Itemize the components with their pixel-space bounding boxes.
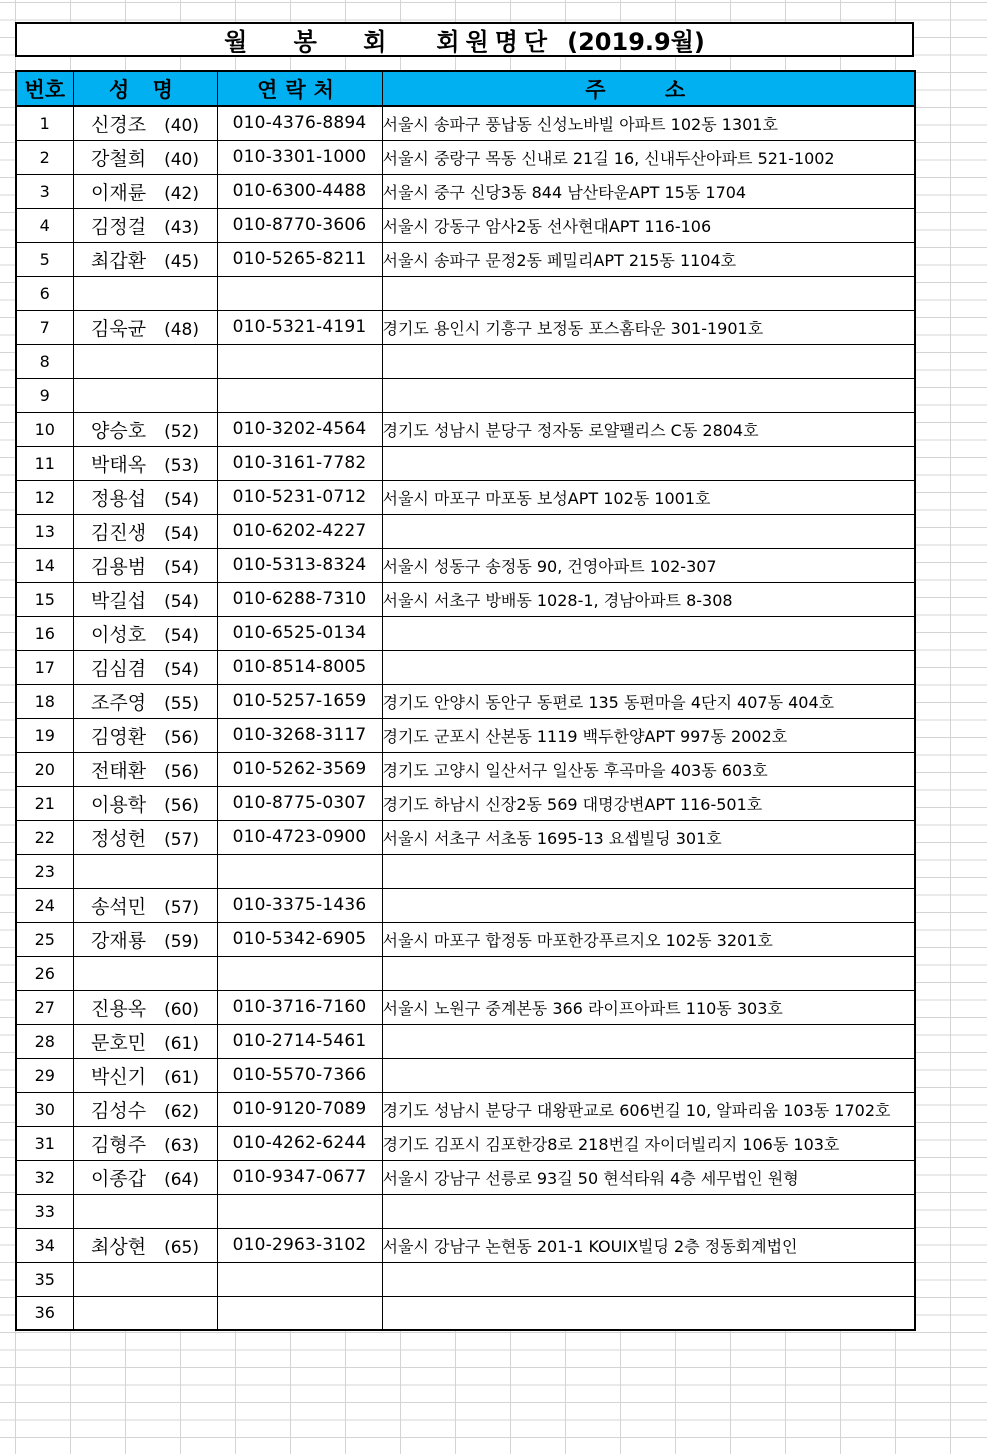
cell-no[interactable]: 17 bbox=[16, 650, 73, 684]
table-row bbox=[16, 106, 915, 140]
member-age: (43) bbox=[164, 217, 199, 238]
cell-address[interactable] bbox=[382, 956, 915, 990]
member-age: (54) bbox=[164, 625, 199, 646]
cell-name[interactable] bbox=[73, 582, 217, 616]
header-row bbox=[16, 71, 915, 106]
member-age: (45) bbox=[164, 251, 199, 272]
member-name: 최갑환 bbox=[91, 249, 147, 272]
cell-no[interactable]: 21 bbox=[16, 786, 73, 820]
member-age: (61) bbox=[164, 1033, 199, 1054]
table-row bbox=[16, 956, 915, 990]
cell-name[interactable] bbox=[73, 480, 217, 514]
member-name: 전태환 bbox=[91, 759, 147, 782]
cell-address[interactable]: 서울시 강남구 선릉로 93길 50 현석타워 4층 세무법인 원형 bbox=[382, 1160, 915, 1194]
cell-address[interactable]: 서울시 중구 신당3동 844 남산타운APT 15동 1704 bbox=[382, 174, 915, 208]
table-row bbox=[16, 1262, 915, 1296]
table-row bbox=[16, 854, 915, 888]
cell-phone[interactable]: 010-5265-8211 bbox=[217, 242, 382, 276]
member-table bbox=[15, 70, 916, 1331]
member-age: (54) bbox=[164, 489, 199, 510]
cell-address[interactable]: 서울시 강남구 논현동 201-1 KOUIX빌딩 2층 정동회계법인 bbox=[382, 1228, 915, 1262]
cell-address[interactable]: 서울시 마포구 합정동 마포한강푸르지오 102동 3201호 bbox=[382, 922, 915, 956]
cell-phone[interactable]: 010-6525-0134 bbox=[217, 616, 382, 650]
cell-address[interactable] bbox=[382, 514, 915, 548]
table-row bbox=[16, 820, 915, 854]
table-row bbox=[16, 922, 915, 956]
cell-address[interactable]: 서울시 송파구 풍납동 신성노바빌 아파트 102동 1301호 bbox=[382, 106, 915, 140]
cell-phone[interactable] bbox=[217, 378, 382, 412]
table-row bbox=[16, 888, 915, 922]
table-row bbox=[16, 1058, 915, 1092]
cell-phone[interactable]: 010-5257-1659 bbox=[217, 684, 382, 718]
member-name: 김용범 bbox=[91, 555, 147, 578]
cell-name[interactable] bbox=[73, 412, 217, 446]
member-age: (54) bbox=[164, 659, 199, 680]
cell-phone[interactable]: 010-3268-3117 bbox=[217, 718, 382, 752]
cell-name[interactable] bbox=[73, 208, 217, 242]
cell-no[interactable]: 15 bbox=[16, 582, 73, 616]
cell-phone[interactable]: 010-6300-4488 bbox=[217, 174, 382, 208]
cell-name[interactable] bbox=[73, 888, 217, 922]
title-cell[interactable] bbox=[15, 22, 914, 57]
cell-phone[interactable] bbox=[217, 1262, 382, 1296]
cell-address[interactable]: 경기도 성남시 분당구 대왕판교로 606번길 10, 알파리움 103동 1702호 bbox=[382, 1092, 915, 1126]
member-name: 이성호 bbox=[91, 623, 147, 646]
cell-address[interactable] bbox=[382, 650, 915, 684]
cell-address[interactable]: 서울시 마포구 마포동 보성APT 102동 1001호 bbox=[382, 480, 915, 514]
cell-name[interactable] bbox=[73, 106, 217, 140]
table-row bbox=[16, 718, 915, 752]
cell-phone[interactable]: 010-2963-3102 bbox=[217, 1228, 382, 1262]
cell-name[interactable] bbox=[73, 140, 217, 174]
cell-name[interactable] bbox=[73, 956, 217, 990]
cell-address[interactable]: 서울시 송파구 문정2동 페밀리APT 215동 1104호 bbox=[382, 242, 915, 276]
member-name: 박신기 bbox=[91, 1065, 147, 1088]
cell-no[interactable]: 32 bbox=[16, 1160, 73, 1194]
cell-phone[interactable]: 010-4262-6244 bbox=[217, 1126, 382, 1160]
cell-phone[interactable]: 010-8514-8005 bbox=[217, 650, 382, 684]
cell-name[interactable] bbox=[73, 990, 217, 1024]
cell-phone[interactable]: 010-6202-4227 bbox=[217, 514, 382, 548]
cell-name[interactable] bbox=[73, 378, 217, 412]
member-name: 이용학 bbox=[91, 793, 147, 816]
table-row bbox=[16, 1160, 915, 1194]
cell-name[interactable] bbox=[73, 684, 217, 718]
table-row bbox=[16, 786, 915, 820]
cell-address[interactable] bbox=[382, 888, 915, 922]
cell-address[interactable]: 서울시 서초구 서초동 1695-13 요셉빌딩 301호 bbox=[382, 820, 915, 854]
member-name: 진용옥 bbox=[91, 997, 147, 1020]
cell-no[interactable]: 28 bbox=[16, 1024, 73, 1058]
cell-address[interactable] bbox=[382, 616, 915, 650]
member-name: 김형주 bbox=[91, 1133, 147, 1156]
cell-phone[interactable]: 010-3202-4564 bbox=[217, 412, 382, 446]
member-name: 박태옥 bbox=[91, 453, 147, 476]
cell-name[interactable] bbox=[73, 854, 217, 888]
cell-name[interactable] bbox=[73, 820, 217, 854]
member-age: (54) bbox=[164, 523, 199, 544]
member-name: 정성헌 bbox=[91, 827, 147, 850]
member-name: 신경조 bbox=[91, 113, 147, 136]
member-age: (40) bbox=[164, 149, 199, 170]
cell-address[interactable]: 서울시 서초구 방배동 1028-1, 경남아파트 8-308 bbox=[382, 582, 915, 616]
cell-name[interactable] bbox=[73, 548, 217, 582]
cell-name[interactable] bbox=[73, 174, 217, 208]
member-age: (55) bbox=[164, 693, 199, 714]
cell-phone[interactable]: 010-3716-7160 bbox=[217, 990, 382, 1024]
cell-phone[interactable]: 010-5313-8324 bbox=[217, 548, 382, 582]
cell-address[interactable]: 서울시 성동구 송정동 90, 건영아파트 102-307 bbox=[382, 548, 915, 582]
cell-address[interactable]: 서울시 중랑구 목동 신내로 21길 16, 신내두산아파트 521-1002 bbox=[382, 140, 915, 174]
cell-phone[interactable]: 010-5342-6905 bbox=[217, 922, 382, 956]
spacer-row bbox=[15, 57, 914, 70]
member-age: (53) bbox=[164, 455, 199, 476]
cell-phone[interactable]: 010-5262-3569 bbox=[217, 752, 382, 786]
table-row bbox=[16, 1126, 915, 1160]
member-name: 정용섭 bbox=[91, 487, 147, 510]
cell-phone[interactable]: 010-3161-7782 bbox=[217, 446, 382, 480]
cell-name[interactable] bbox=[73, 1092, 217, 1126]
member-name: 김욱균 bbox=[91, 317, 147, 340]
cell-name[interactable] bbox=[73, 1024, 217, 1058]
cell-name[interactable] bbox=[73, 752, 217, 786]
member-age: (57) bbox=[164, 829, 199, 850]
cell-name[interactable] bbox=[73, 1194, 217, 1228]
cell-phone[interactable]: 010-3301-1000 bbox=[217, 140, 382, 174]
cell-no[interactable]: 9 bbox=[16, 378, 73, 412]
table-row bbox=[16, 1228, 915, 1262]
table-row bbox=[16, 310, 915, 344]
cell-no[interactable]: 16 bbox=[16, 616, 73, 650]
cell-no[interactable]: 10 bbox=[16, 412, 73, 446]
member-age: (48) bbox=[164, 319, 199, 340]
cell-no[interactable]: 26 bbox=[16, 956, 73, 990]
member-age: (57) bbox=[164, 897, 199, 918]
member-age: (42) bbox=[164, 183, 199, 204]
member-age: (60) bbox=[164, 999, 199, 1020]
cell-name[interactable] bbox=[73, 1058, 217, 1092]
cell-no[interactable]: 33 bbox=[16, 1194, 73, 1228]
member-age: (64) bbox=[164, 1169, 199, 1190]
cell-address[interactable]: 경기도 김포시 김포한강8로 218번길 자이더빌리지 106동 103호 bbox=[382, 1126, 915, 1160]
member-age: (52) bbox=[164, 421, 199, 442]
cell-address[interactable]: 서울시 노원구 중계본동 366 라이프아파트 110동 303호 bbox=[382, 990, 915, 1024]
cell-name[interactable] bbox=[73, 1228, 217, 1262]
member-age: (56) bbox=[164, 727, 199, 748]
table-row bbox=[16, 208, 915, 242]
cell-name[interactable] bbox=[73, 276, 217, 310]
cell-name[interactable] bbox=[73, 922, 217, 956]
cell-phone[interactable]: 010-8775-0307 bbox=[217, 786, 382, 820]
member-name: 이종갑 bbox=[91, 1167, 147, 1190]
cell-no[interactable]: 3 bbox=[16, 174, 73, 208]
cell-phone[interactable] bbox=[217, 956, 382, 990]
cell-address[interactable] bbox=[382, 1296, 915, 1330]
table-row bbox=[16, 548, 915, 582]
member-name: 박길섭 bbox=[91, 589, 147, 612]
cell-no[interactable]: 35 bbox=[16, 1262, 73, 1296]
cell-address[interactable] bbox=[382, 1262, 915, 1296]
cell-no[interactable]: 27 bbox=[16, 990, 73, 1024]
header-name[interactable]: 성 명 bbox=[73, 71, 217, 106]
cell-address[interactable] bbox=[382, 378, 915, 412]
cell-name[interactable] bbox=[73, 1126, 217, 1160]
cell-no[interactable]: 31 bbox=[16, 1126, 73, 1160]
cell-no[interactable]: 1 bbox=[16, 106, 73, 140]
cell-phone[interactable]: 010-9120-7089 bbox=[217, 1092, 382, 1126]
cell-no[interactable]: 30 bbox=[16, 1092, 73, 1126]
cell-phone[interactable]: 010-6288-7310 bbox=[217, 582, 382, 616]
spreadsheet-sheet bbox=[15, 22, 914, 1331]
cell-no[interactable]: 11 bbox=[16, 446, 73, 480]
member-name: 김정걸 bbox=[91, 215, 147, 238]
cell-no[interactable]: 25 bbox=[16, 922, 73, 956]
cell-name[interactable] bbox=[73, 514, 217, 548]
cell-name[interactable] bbox=[73, 310, 217, 344]
member-name: 송석민 bbox=[91, 895, 147, 918]
cell-name[interactable] bbox=[73, 242, 217, 276]
table-row bbox=[16, 582, 915, 616]
cell-name[interactable] bbox=[73, 650, 217, 684]
cell-phone[interactable]: 010-2714-5461 bbox=[217, 1024, 382, 1058]
cell-address[interactable] bbox=[382, 1194, 915, 1228]
cell-phone[interactable]: 010-9347-0677 bbox=[217, 1160, 382, 1194]
cell-no[interactable]: 6 bbox=[16, 276, 73, 310]
cell-no[interactable]: 36 bbox=[16, 1296, 73, 1330]
cell-phone[interactable] bbox=[217, 1296, 382, 1330]
cell-no[interactable]: 13 bbox=[16, 514, 73, 548]
cell-address[interactable]: 경기도 군포시 산본동 1119 백두한양APT 997동 2002호 bbox=[382, 718, 915, 752]
cell-no[interactable]: 20 bbox=[16, 752, 73, 786]
cell-phone[interactable]: 010-4376-8894 bbox=[217, 106, 382, 140]
cell-name[interactable] bbox=[73, 786, 217, 820]
cell-address[interactable] bbox=[382, 1024, 915, 1058]
cell-address[interactable]: 서울시 강동구 암사2동 선사현대APT 116-106 bbox=[382, 208, 915, 242]
member-name: 강재룡 bbox=[91, 929, 147, 952]
table-row bbox=[16, 378, 915, 412]
table-row bbox=[16, 1024, 915, 1058]
table-row bbox=[16, 412, 915, 446]
table-row bbox=[16, 990, 915, 1024]
member-age: (56) bbox=[164, 761, 199, 782]
cell-no[interactable]: 8 bbox=[16, 344, 73, 378]
cell-phone[interactable]: 010-4723-0900 bbox=[217, 820, 382, 854]
member-name: 최상현 bbox=[91, 1235, 147, 1258]
member-age: (54) bbox=[164, 591, 199, 612]
cell-address[interactable] bbox=[382, 1058, 915, 1092]
member-name: 이재륜 bbox=[91, 181, 147, 204]
title-main: 월 봉 회 bbox=[224, 28, 397, 56]
table-row bbox=[16, 242, 915, 276]
header-address[interactable]: 주 소 bbox=[382, 71, 915, 106]
cell-address[interactable] bbox=[382, 344, 915, 378]
cell-no[interactable]: 22 bbox=[16, 820, 73, 854]
cell-phone[interactable] bbox=[217, 276, 382, 310]
table-row bbox=[16, 684, 915, 718]
cell-no[interactable]: 7 bbox=[16, 310, 73, 344]
cell-address[interactable] bbox=[382, 276, 915, 310]
member-name: 김심겸 bbox=[91, 657, 147, 680]
cell-no[interactable]: 18 bbox=[16, 684, 73, 718]
cell-no[interactable]: 29 bbox=[16, 1058, 73, 1092]
cell-phone[interactable] bbox=[217, 344, 382, 378]
table-row bbox=[16, 480, 915, 514]
table-row bbox=[16, 174, 915, 208]
table-row bbox=[16, 1296, 915, 1330]
cell-phone[interactable]: 010-8770-3606 bbox=[217, 208, 382, 242]
cell-no[interactable]: 19 bbox=[16, 718, 73, 752]
cell-phone[interactable] bbox=[217, 854, 382, 888]
header-no[interactable]: 번호 bbox=[16, 71, 73, 106]
table-row bbox=[16, 1092, 915, 1126]
member-name: 문호민 bbox=[91, 1031, 147, 1054]
cell-address[interactable]: 경기도 용인시 기흥구 보정동 포스홈타운 301-1901호 bbox=[382, 310, 915, 344]
cell-name[interactable] bbox=[73, 344, 217, 378]
cell-address[interactable] bbox=[382, 854, 915, 888]
cell-name[interactable] bbox=[73, 718, 217, 752]
member-age: (40) bbox=[164, 115, 199, 136]
title-date: (2019.9월) bbox=[567, 28, 705, 56]
member-age: (62) bbox=[164, 1101, 199, 1122]
header-phone[interactable]: 연락처 bbox=[217, 71, 382, 106]
cell-address[interactable]: 경기도 안양시 동안구 동편로 135 동편마을 4단지 407동 404호 bbox=[382, 684, 915, 718]
table-row bbox=[16, 616, 915, 650]
cell-name[interactable] bbox=[73, 616, 217, 650]
cell-name[interactable] bbox=[73, 1296, 217, 1330]
cell-name[interactable] bbox=[73, 1262, 217, 1296]
member-age: (65) bbox=[164, 1237, 199, 1258]
cell-no[interactable]: 23 bbox=[16, 854, 73, 888]
cell-no[interactable]: 12 bbox=[16, 480, 73, 514]
cell-phone[interactable] bbox=[217, 1194, 382, 1228]
cell-no[interactable]: 4 bbox=[16, 208, 73, 242]
member-age: (56) bbox=[164, 795, 199, 816]
member-name: 강철희 bbox=[91, 147, 147, 170]
member-age: (63) bbox=[164, 1135, 199, 1156]
title-sub: 회원명단 bbox=[436, 28, 554, 56]
table-row bbox=[16, 514, 915, 548]
cell-no[interactable]: 34 bbox=[16, 1228, 73, 1262]
member-name: 김성수 bbox=[91, 1099, 147, 1122]
member-name: 김진생 bbox=[91, 521, 147, 544]
table-row bbox=[16, 344, 915, 378]
cell-no[interactable]: 24 bbox=[16, 888, 73, 922]
member-name: 김영환 bbox=[91, 725, 147, 748]
member-name: 양승호 bbox=[91, 419, 147, 442]
table-row bbox=[16, 752, 915, 786]
cell-phone[interactable]: 010-3375-1436 bbox=[217, 888, 382, 922]
table-row bbox=[16, 1194, 915, 1228]
cell-name[interactable] bbox=[73, 446, 217, 480]
member-age: (59) bbox=[164, 931, 199, 952]
cell-address[interactable] bbox=[382, 446, 915, 480]
cell-address[interactable]: 경기도 고양시 일산서구 일산동 후곡마을 403동 603호 bbox=[382, 752, 915, 786]
cell-name[interactable] bbox=[73, 1160, 217, 1194]
table-row bbox=[16, 276, 915, 310]
table-row bbox=[16, 650, 915, 684]
table-row bbox=[16, 140, 915, 174]
cell-no[interactable]: 2 bbox=[16, 140, 73, 174]
member-age: (54) bbox=[164, 557, 199, 578]
cell-phone[interactable]: 010-5321-4191 bbox=[217, 310, 382, 344]
cell-address[interactable]: 경기도 성남시 분당구 정자동 로얄팰리스 C동 2804호 bbox=[382, 412, 915, 446]
table-row bbox=[16, 446, 915, 480]
cell-no[interactable]: 5 bbox=[16, 242, 73, 276]
cell-phone[interactable]: 010-5231-0712 bbox=[217, 480, 382, 514]
cell-no[interactable]: 14 bbox=[16, 548, 73, 582]
cell-address[interactable]: 경기도 하남시 신장2동 569 대명강변APT 116-501호 bbox=[382, 786, 915, 820]
cell-phone[interactable]: 010-5570-7366 bbox=[217, 1058, 382, 1092]
member-age: (61) bbox=[164, 1067, 199, 1088]
member-name: 조주영 bbox=[91, 691, 147, 714]
